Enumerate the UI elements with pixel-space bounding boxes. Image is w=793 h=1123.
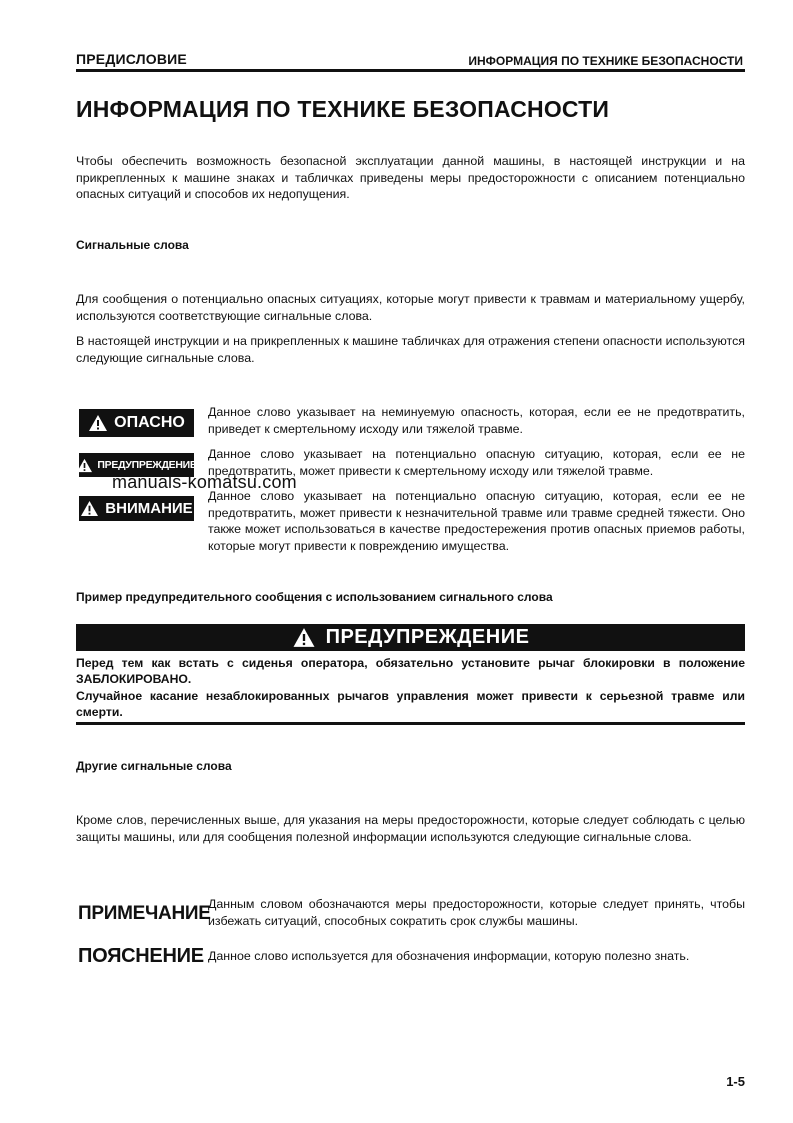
warning-divider — [76, 722, 745, 725]
warning-description: Данное слово указывает на потенциально опасную ситуацию, которая, если ее не предотвратить, может привести к смертельному исходу или тяжелой травме. — [208, 447, 745, 478]
signal-words-heading: Сигнальные слова — [76, 238, 189, 252]
remark-description: Данное слово используется для обозначения информации, которую полезно знать. — [208, 949, 690, 963]
header-divider — [76, 69, 745, 72]
warning-triangle-icon — [292, 627, 316, 648]
danger-badge — [79, 409, 194, 437]
warning-message-line-2: Случайное касание незаблокированных рычагов управления может привести к серьезной травме или смерти. — [76, 688, 745, 720]
section-title: ИНФОРМАЦИЯ ПО ТЕХНИКЕ БЕЗОПАСНОСТИ — [468, 54, 743, 68]
example-heading: Пример предупредительного сообщения с использованием сигнального слова — [76, 590, 553, 604]
warning-triangle-icon — [80, 500, 99, 517]
warning-triangle-icon — [76, 458, 93, 473]
signal-words-para-1: Для сообщения о потенциально опасных ситуациях, которые могут привести к травмам и материальному ущербу, используются соответствующие сигнальные слова. — [76, 292, 745, 323]
warning-triangle-icon — [88, 414, 108, 432]
warning-banner-label: ПРЕДУПРЕЖДЕНИЕ — [325, 626, 530, 648]
section-label: ПРЕДИСЛОВИЕ — [76, 51, 187, 67]
other-words-heading: Другие сигнальные слова — [76, 759, 232, 773]
signal-words-para-2: В настоящей инструкции и на прикрепленных к машине табличках для отражения степени опасности используются следующие сигнальные слова. — [76, 334, 745, 365]
danger-label: ОПАСНО — [114, 414, 185, 431]
other-words-paragraph: Кроме слов, перечисленных выше, для указания на меры предосторожности, которые следует соблюдать с целью защиты машины, или для сообщения полезной информации используются следующие сигнальные слова. — [76, 813, 745, 844]
warning-banner — [76, 624, 745, 651]
page-title: ИНФОРМАЦИЯ ПО ТЕХНИКЕ БЕЗОПАСНОСТИ — [76, 96, 610, 122]
intro-paragraph: Чтобы обеспечить возможность безопасной эксплуатации данной машины, в настоящей инструкции и на прикрепленных к машине знаках и табличках приведены меры предосторожности с описанием потенциально опасных ситуаций и способов их недопущения. — [76, 154, 745, 202]
notice-description: Данным словом обозначаются меры предосторожности, которые следует принять, чтобы избежать ситуаций, способных сократить срок службы машины. — [208, 897, 745, 928]
watermark: manuals-komatsu.com — [112, 472, 297, 492]
caution-label: ВНИМАНИЕ — [105, 500, 193, 517]
caution-badge — [79, 496, 194, 521]
caution-description: Данное слово указывает на потенциально опасную ситуацию, которая, если ее не предотвратить, может привести к незначительной травме или травме средней тяжести. Оно также может использоваться в качестве предостережения против опасных приемов работы, которые могут привести к повреждению имущества. — [208, 489, 745, 553]
warning-message — [76, 655, 745, 721]
warning-label: ПРЕДУПРЕЖДЕНИЕ — [97, 459, 197, 471]
remark-word: ПОЯСНЕНИЕ — [78, 945, 204, 967]
danger-description: Данное слово указывает на неминуемую опасность, которая, если ее не предотвратить, приведет к смертельному исходу или тяжелой травме. — [208, 405, 745, 436]
page-number: 1-5 — [726, 1074, 745, 1089]
warning-message-line-1: Перед тем как встать с сиденья оператора, обязательно установите рычаг блокировки в положение ЗАБЛОКИРОВАНО. — [76, 656, 745, 687]
notice-word: ПРИМЕЧАНИЕ — [78, 903, 211, 924]
